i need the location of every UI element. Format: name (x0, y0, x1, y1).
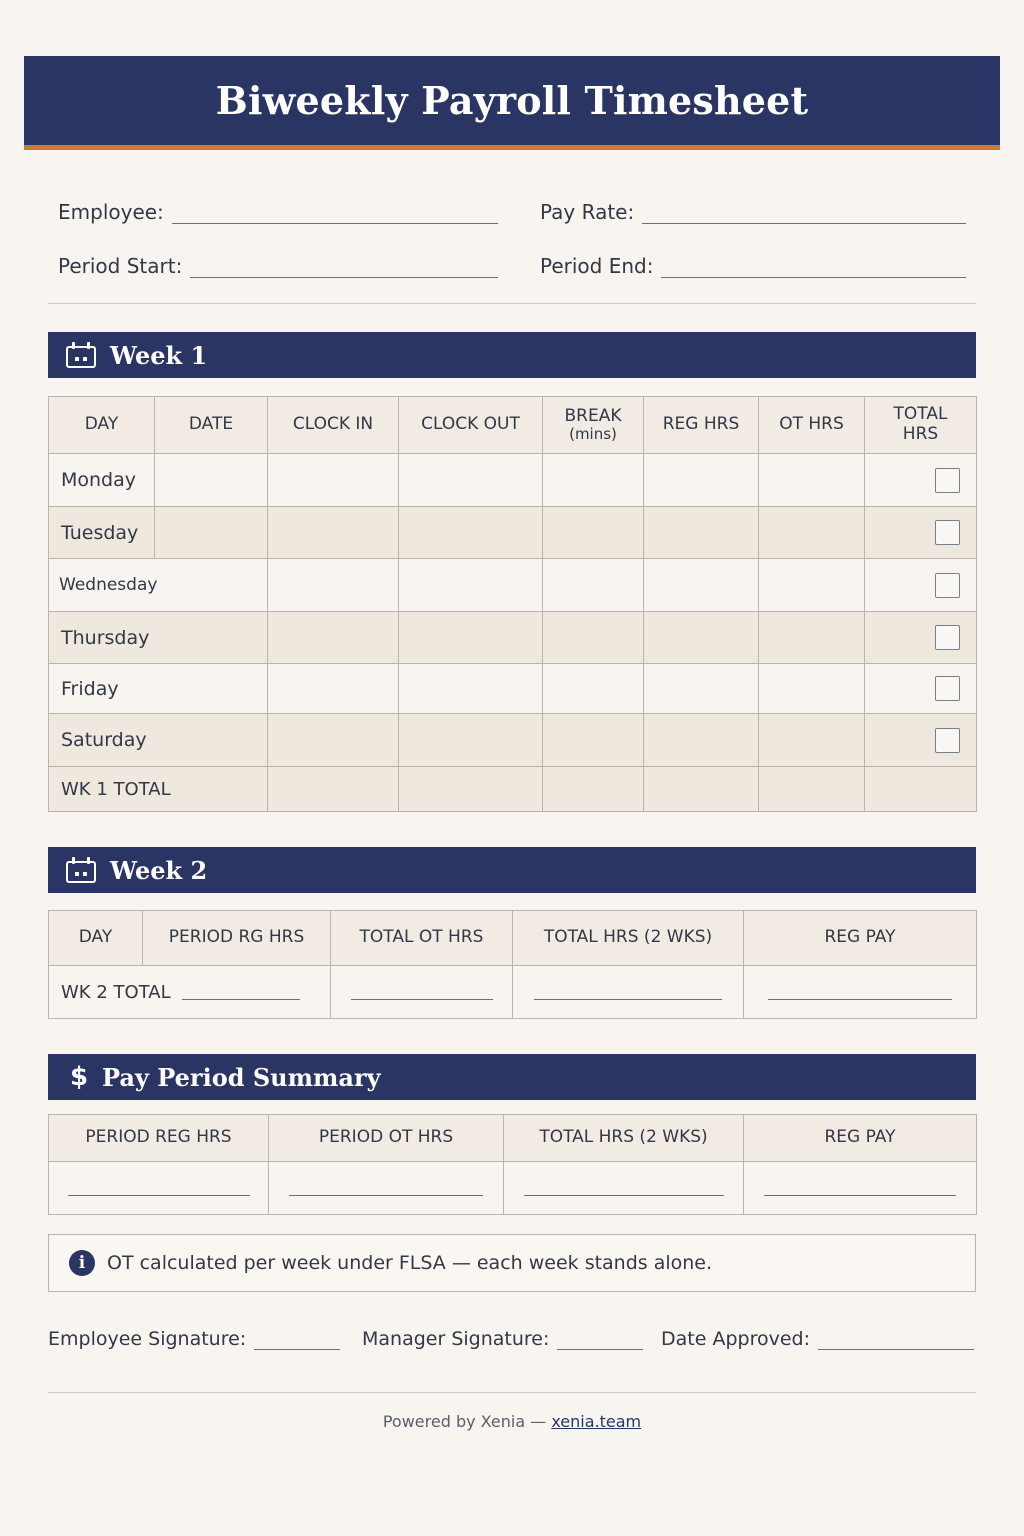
date-approved-field[interactable] (661, 1328, 974, 1350)
cell-clock-out[interactable] (399, 559, 543, 612)
divider (48, 303, 976, 304)
col-header-total-ot-hrs: TOTAL OT HRS (331, 911, 513, 966)
date-approved-line[interactable] (818, 1330, 974, 1350)
pay-rate-label: Pay Rate: (540, 200, 635, 224)
col-header-break (543, 397, 644, 454)
wk1-total-label: WK 1 TOTAL (49, 767, 268, 812)
col-header-day: DAY (49, 397, 155, 454)
info-icon: i (69, 1250, 95, 1276)
wk2-hrs-cell (513, 966, 744, 1019)
week2-table (48, 910, 977, 1019)
table-row (49, 612, 977, 664)
col-header-total-hrs (865, 397, 977, 454)
cell-total-ot (759, 767, 865, 812)
col-header-day: DAY (49, 911, 143, 966)
summary-pay-cell (744, 1162, 977, 1215)
calendar-icon (66, 857, 96, 883)
summary-title: Pay Period Summary (102, 1062, 381, 1092)
col-header-total-hrs-2wks: TOTAL HRS (2 WKS) (513, 911, 744, 966)
footer (0, 1412, 1024, 1431)
day-tuesday: Tuesday (49, 507, 155, 559)
manager-signature-label: Manager Signature: (362, 1328, 550, 1350)
cell-break[interactable] (543, 559, 644, 612)
cell-break[interactable] (543, 612, 644, 664)
employee-signature-line[interactable] (254, 1330, 340, 1350)
summary-reg-cell (49, 1162, 269, 1215)
col-header-date: DATE (155, 397, 268, 454)
cell-clock-in[interactable] (268, 664, 399, 714)
checkbox[interactable] (935, 573, 960, 598)
table-row (49, 664, 977, 714)
week1-table (48, 396, 977, 812)
col-header-period-reg-hrs: PERIOD REG HRS (49, 1115, 269, 1162)
col-header-reg-pay: REG PAY (744, 1115, 977, 1162)
wk2-total-line[interactable] (182, 986, 300, 1000)
cell-clock-out[interactable] (399, 507, 543, 559)
total-row (49, 767, 977, 812)
total-row (49, 966, 977, 1019)
cell-break[interactable] (543, 664, 644, 714)
footer-divider (48, 1392, 976, 1393)
cell-clock-in[interactable] (268, 507, 399, 559)
col-header-period-ot-hrs: PERIOD OT HRS (269, 1115, 504, 1162)
cell-reg-hrs[interactable] (644, 507, 759, 559)
cell-clock-out[interactable] (399, 612, 543, 664)
period-end-label: Period End: (540, 254, 654, 278)
week1-header (48, 332, 976, 378)
cell-total-clock-out (399, 767, 543, 812)
total-label-bottom: HRS (902, 424, 939, 444)
cell-clock-out[interactable] (399, 664, 543, 714)
summary-hrs-line[interactable] (524, 1182, 724, 1196)
summary-row (49, 1162, 977, 1215)
summary-ot-line[interactable] (289, 1182, 483, 1196)
col-header-reg-hrs: REG HRS (644, 397, 759, 454)
day-thursday: Thursday (49, 612, 268, 664)
summary-header (48, 1054, 976, 1100)
day-friday: Friday (49, 664, 268, 714)
wk2-hrs-line[interactable] (534, 986, 722, 1000)
table-row (49, 559, 977, 612)
period-start-field[interactable] (58, 254, 498, 278)
employee-input-line[interactable] (172, 204, 498, 224)
cell-reg-hrs[interactable] (644, 714, 759, 767)
period-end-field[interactable] (540, 254, 966, 278)
cell-reg-hrs[interactable] (644, 664, 759, 714)
summary-table (48, 1114, 977, 1215)
day-wednesday: Wednesday (49, 559, 268, 612)
week2-title: Week 2 (110, 855, 208, 885)
dollar-icon: $ (69, 1062, 89, 1092)
note-text: OT calculated per week under FLSA — each week stands alone. (107, 1252, 713, 1274)
col-header-total-hrs-2wks: TOTAL HRS (2 WKS) (504, 1115, 744, 1162)
cell-date[interactable] (155, 454, 268, 507)
summary-pay-line[interactable] (764, 1182, 956, 1196)
checkbox[interactable] (935, 728, 960, 753)
cell-total (865, 507, 977, 559)
cell-break[interactable] (543, 507, 644, 559)
footer-link[interactable]: xenia.team (551, 1412, 642, 1431)
cell-ot-hrs[interactable] (759, 454, 865, 507)
title-banner (24, 56, 1000, 150)
cell-break[interactable] (543, 714, 644, 767)
wk2-total-label: WK 2 TOTAL (61, 981, 171, 1003)
total-label-top: TOTAL (893, 404, 948, 425)
cell-clock-out[interactable] (399, 454, 543, 507)
cell-total (865, 454, 977, 507)
period-start-label: Period Start: (58, 254, 183, 278)
cell-total (865, 714, 977, 767)
cell-date[interactable] (155, 507, 268, 559)
col-header-clock-out: CLOCK OUT (399, 397, 543, 454)
cell-clock-in[interactable] (268, 714, 399, 767)
pay-rate-input-line[interactable] (642, 204, 966, 224)
cell-ot-hrs[interactable] (759, 507, 865, 559)
info-note (48, 1234, 976, 1292)
page-title: Biweekly Payroll Timesheet (215, 78, 809, 123)
wk2-ot-line[interactable] (351, 986, 493, 1000)
employee-signature-field[interactable] (48, 1328, 340, 1350)
cell-ot-hrs[interactable] (759, 612, 865, 664)
cell-break[interactable] (543, 454, 644, 507)
col-header-reg-pay: REG PAY (744, 911, 977, 966)
cell-ot-hrs[interactable] (759, 714, 865, 767)
manager-signature-field[interactable] (362, 1328, 643, 1350)
checkbox[interactable] (935, 676, 960, 701)
cell-total-clock-in (268, 767, 399, 812)
employee-label: Employee: (58, 200, 164, 224)
footer-text: Powered by Xenia — (382, 1412, 547, 1431)
wk2-ot-cell (331, 966, 513, 1019)
table-row (49, 507, 977, 559)
cell-clock-in[interactable] (268, 454, 399, 507)
date-approved-label: Date Approved: (661, 1328, 810, 1350)
break-label: BREAK (564, 405, 622, 426)
cell-clock-out[interactable] (399, 714, 543, 767)
checkbox[interactable] (935, 520, 960, 545)
cell-total (865, 612, 977, 664)
week2-header (48, 847, 976, 893)
cell-reg-hrs[interactable] (644, 612, 759, 664)
period-end-input-line[interactable] (661, 258, 966, 278)
wk2-pay-line[interactable] (768, 986, 952, 1000)
summary-hrs-cell (504, 1162, 744, 1215)
cell-ot-hrs[interactable] (759, 664, 865, 714)
pay-rate-field[interactable] (540, 200, 966, 224)
day-monday: Monday (49, 454, 155, 507)
cell-reg-hrs[interactable] (644, 559, 759, 612)
table-row (49, 454, 977, 507)
employee-field[interactable] (58, 200, 498, 224)
cell-total-hrs (865, 767, 977, 812)
wk2-total-cell (49, 966, 331, 1019)
col-header-period-rg-hrs: PERIOD RG HRS (143, 911, 331, 966)
cell-ot-hrs[interactable] (759, 559, 865, 612)
cell-total-reg (644, 767, 759, 812)
period-start-input-line[interactable] (190, 258, 498, 278)
summary-reg-line[interactable] (68, 1182, 250, 1196)
cell-clock-in[interactable] (268, 559, 399, 612)
cell-reg-hrs[interactable] (644, 454, 759, 507)
cell-total (865, 664, 977, 714)
checkbox[interactable] (935, 468, 960, 493)
employee-signature-label: Employee Signature: (48, 1328, 247, 1350)
cell-total-break (543, 767, 644, 812)
calendar-icon (66, 342, 96, 368)
break-unit: (mins) (569, 425, 617, 444)
cell-clock-in[interactable] (268, 612, 399, 664)
wk2-pay-cell (744, 966, 977, 1019)
summary-ot-cell (269, 1162, 504, 1215)
manager-signature-line[interactable] (557, 1330, 643, 1350)
col-header-clock-in: CLOCK IN (268, 397, 399, 454)
week1-title: Week 1 (110, 340, 208, 370)
table-row (49, 714, 977, 767)
checkbox[interactable] (935, 625, 960, 650)
col-header-ot-hrs: OT HRS (759, 397, 865, 454)
day-saturday: Saturday (49, 714, 268, 767)
cell-total (865, 559, 977, 612)
